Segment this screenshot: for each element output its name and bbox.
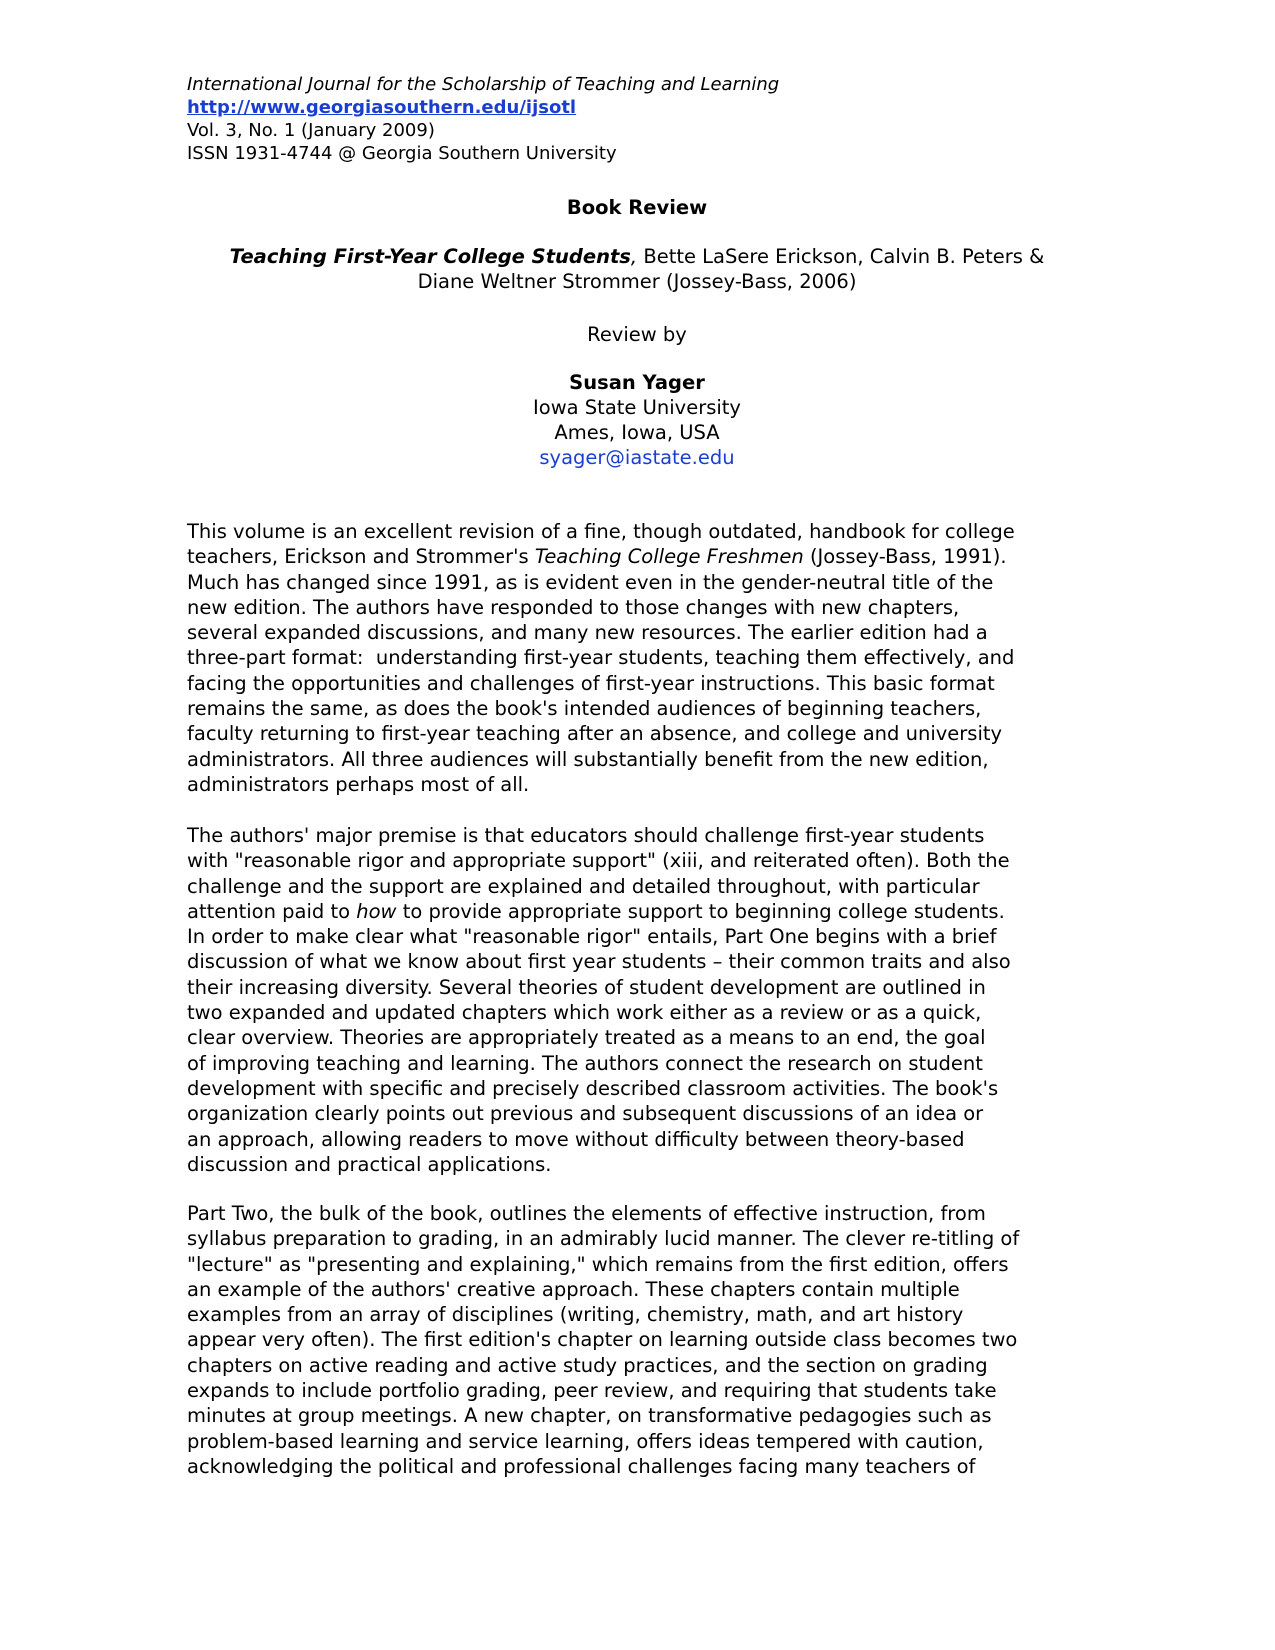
issn-info: ISSN 1931-4744 @ Georgia Southern University	[187, 143, 617, 164]
paragraph-2: The authors' major premise is that educators should challenge first-year students with "reasonable rigor and appropriate support" (xiii, and reiterated often). Both the challenge and the support are explained and detailed throughout, with particular attention paid to how to provide appropriate support to beginning college students. In order to make clear what "reasonable rigor" entails, Part One begins with a brief discussion of what we know about first year students – their common traits and also their increasing diversity. Several theories of student development are outlined in two expanded and updated chapters which work either as a review or as a quick, clear overview. Theories are appropriately treated as a means to an end, the goal of improving teaching and learning. The authors connect the research on student development with specific and precisely described classroom activities. The book's organization clearly points out previous and subsequent discussions of an idea or an approach, allowing readers to move without difficulty between theory-based discussion and practical applications.	[187, 824, 1011, 1176]
emphasis-how: how	[356, 899, 397, 923]
journal-name: International Journal for the Scholarship of Teaching and Learning	[187, 74, 780, 95]
reviewer-location: Ames, Iowa, USA	[554, 421, 720, 444]
reviewer-email-link[interactable]: syager@iastate.edu	[539, 446, 735, 469]
paragraph-3: Part Two, the bulk of the book, outlines the elements of effective instruction, from syllabus preparation to grading, in an admirably lucid manner. The clever re-titling of "lecture" as "presenting and explaining," which remains from the first edition, offers an example of the authors' creative approach. These chapters contain multiple examples from an array of disciplines (writing, chemistry, math, and art history appear very often). The first edition's chapter on learning outside class becomes two chapters on active reading and active study practices, and the section on grading expands to include portfolio grading, peer review, and requiring that students take minutes at group meetings. A new chapter, on transformative pedagogies such as problem-based learning and service learning, offers ideas tempered with caution, acknowledging the political and professional challenges facing many teachers of	[187, 1202, 1020, 1478]
book-authors-line1: Bette LaSere Erickson, Calvin B. Peters &	[637, 245, 1045, 268]
book-citation: Teaching First-Year College Students, Bette LaSere Erickson, Calvin B. Peters & Diane Weltner Strommer (Jossey-Bass, 2006)	[187, 244, 1087, 294]
cited-book-title: Teaching College Freshmen	[534, 545, 804, 569]
paragraph-1: This volume is an excellent revision of a fine, though outdated, handbook for college teachers, Erickson and Strommer's Teaching College Freshmen (Jossey-Bass, 1991). Much has changed since 1991, as is evident even in the gender-neutral title of the new edition. The authors have responded to those changes with new chapters, several expanded discussions, and many new resources. The earlier edition had a three-part format: understanding first-year students, teaching them effectively, and facing the opportunities and challenges of first-year instructions. This basic format remains the same, as does the book's intended audiences of beginning teachers, faculty returning to first-year teaching after an absence, and college and university administrators. All three audiences will substantially benefit from the new edition, administrators perhaps most of all.	[187, 520, 1015, 796]
journal-header	[187, 73, 1087, 165]
book-authors-line2: Diane Weltner Strommer (Jossey-Bass, 2006)	[417, 270, 857, 293]
reviewer-institution: Iowa State University	[533, 396, 741, 419]
reviewer-block	[187, 370, 1087, 470]
reviewer-name: Susan Yager	[569, 371, 705, 394]
review-by-label: Review by	[587, 323, 687, 346]
section-title: Book Review	[566, 196, 708, 219]
volume-info: Vol. 3, No. 1 (January 2009)	[187, 120, 435, 141]
journal-url-link[interactable]: http://www.georgiasouthern.edu/ijsotl	[187, 97, 577, 118]
book-title: Teaching First-Year College Students	[229, 245, 631, 268]
